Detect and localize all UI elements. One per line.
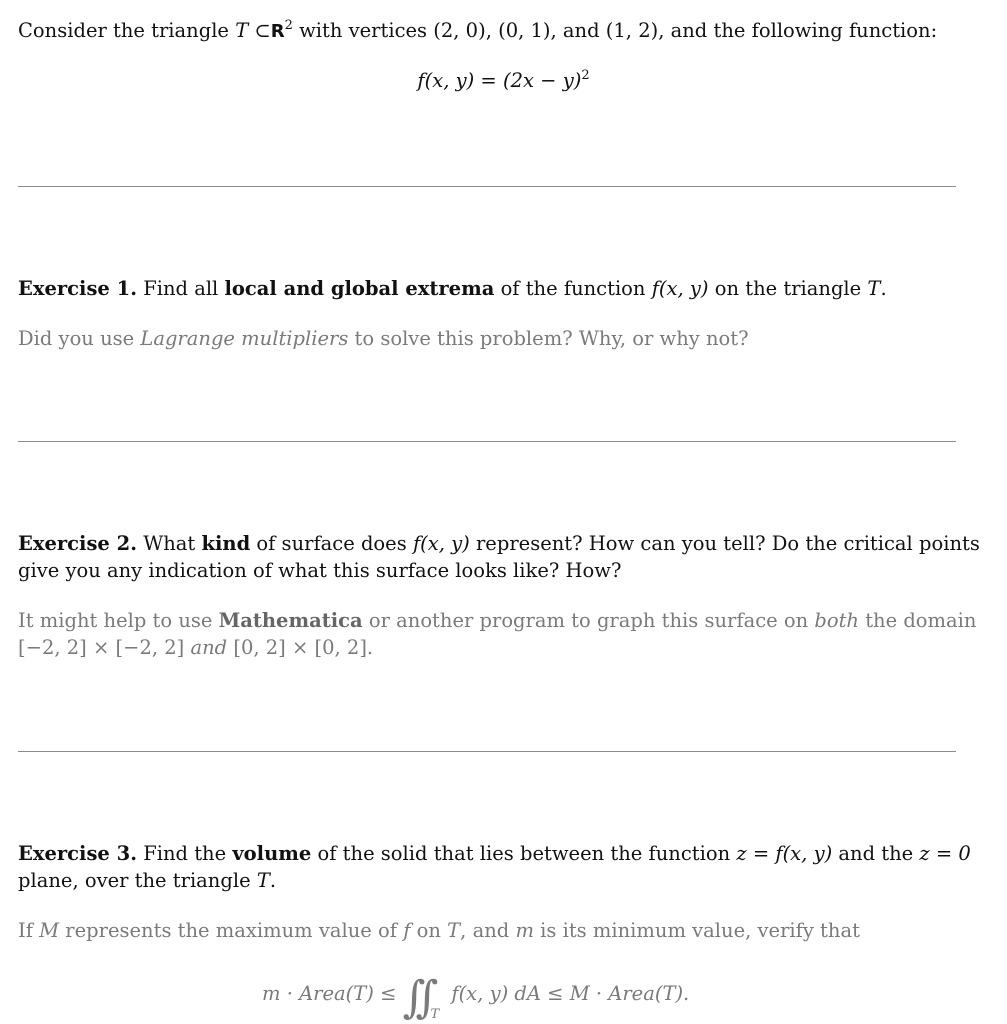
intro-real-exponent: 2 [284, 18, 293, 33]
exercise-3-text-1: Find the [143, 842, 227, 865]
exercise-2-text-1: What [143, 532, 196, 555]
intro-with-vertices: with vertices [299, 19, 428, 42]
exercise-3-inequality [262, 972, 689, 1023]
exercise-2-hint-line-2 [18, 636, 373, 659]
exercise-3-hint-e: is its minimum value, verify that [540, 919, 860, 942]
exercise-3-hint-c: on [416, 919, 441, 942]
exercise-2-hint-bold: Mathematica [218, 609, 363, 632]
exercise-2-domain-2: [0, 2] × [0, 2]. [233, 636, 374, 659]
exercise-1-text-1: Find all [143, 277, 219, 300]
exercise-3-hint-d: , and [460, 919, 510, 942]
exercise-1-function: f(x, y) [651, 277, 709, 300]
inequality-left: m · Area(T) ≤ [262, 982, 397, 1005]
exercise-3-hint-f: f [403, 919, 411, 942]
integral-symbol: ∫∫ [402, 972, 429, 1023]
intro-and: and [562, 19, 600, 42]
exercise-3-statement-line-1 [18, 842, 971, 865]
function-lhs: f(x, y) [417, 69, 475, 92]
exercise-2-hint-b: or another program to graph this surface on [368, 609, 809, 632]
inequality-right: f(x, y) dA ≤ M · Area(T). [451, 982, 690, 1005]
vertex-1: (2, 0), [433, 19, 492, 42]
exercise-2-domain-1: [−2, 2] × [−2, 2] [18, 636, 185, 659]
exercise-2-and: and [190, 636, 228, 659]
exercise-1-period: . [880, 277, 887, 300]
exercise-3-hint-b: represents the maximum value of [65, 919, 398, 942]
divider-3 [18, 751, 956, 752]
exercise-2-line-2: give you any indication of what this surface looks like? How? [18, 559, 622, 582]
exercise-3-statement-line-2 [18, 869, 276, 892]
exercise-3-period: . [269, 869, 277, 892]
intro-tail: and the following function: [670, 19, 938, 42]
exercise-3-z0: z = 0 [919, 842, 971, 865]
exercise-3-hint [18, 919, 860, 942]
exercise-1-hint-italic: Lagrange multipliers [140, 327, 349, 350]
exercise-2-function: f(x, y) [412, 532, 470, 555]
exercise-1-text-2: of the function [500, 277, 646, 300]
vertex-2: (0, 1), [498, 19, 557, 42]
divider-1 [18, 186, 956, 187]
divider-2 [18, 441, 956, 442]
function-rhs: (2x − y) [502, 69, 582, 92]
exercise-1-text-3: on the triangle [714, 277, 862, 300]
exercise-1-triangle: T [867, 277, 881, 300]
exercise-3-hint-a: If [18, 919, 33, 942]
exercise-3-label: Exercise 3. [18, 842, 137, 865]
exercise-3-hint-M: M [39, 919, 60, 942]
function-exponent: 2 [581, 68, 590, 83]
intro-triangle-symbol: T [235, 19, 249, 42]
exercise-2-hint-italic: both [814, 609, 859, 632]
exercise-2-text-3: represent? How can you tell? Do the critical points [475, 532, 980, 555]
intro-lead: Consider the triangle [18, 19, 229, 42]
exercise-3-hint-m: m [515, 919, 534, 942]
exercise-3-hint-T: T [447, 919, 461, 942]
exercise-2-hint-a: It might help to use [18, 609, 213, 632]
exercise-1-hint-b: to solve this problem? Why, or why not? [354, 327, 749, 350]
exercise-3-zf: z = f(x, y) [736, 842, 833, 865]
function-definition [0, 68, 1007, 92]
exercise-1-bold: local and global extrema [224, 277, 495, 300]
function-equals: = [480, 69, 497, 92]
exercise-3-text-3: and the [838, 842, 914, 865]
exercise-1-statement [18, 277, 887, 300]
exercise-2-statement-line-2 [18, 559, 621, 582]
intro-real-symbol: R [270, 21, 285, 42]
vertex-3: (1, 2), [605, 19, 665, 42]
exercise-3-bold: volume [232, 842, 312, 865]
exercise-1-label: Exercise 1. [18, 277, 137, 300]
exercise-2-text-2: of surface does [256, 532, 407, 555]
exercise-2-label: Exercise 2. [18, 532, 137, 555]
exercise-3-triangle: T [256, 869, 270, 892]
exercise-3-line-2: plane, over the triangle [18, 869, 251, 892]
exercise-2-bold: kind [201, 532, 251, 555]
intro-subset-symbol: ⊂ [254, 19, 271, 42]
exercise-2-statement-line-1 [18, 532, 980, 555]
integral-subscript: T [430, 1007, 440, 1022]
exercise-1-hint-a: Did you use [18, 327, 135, 350]
exercise-1-hint [18, 327, 749, 350]
exercise-2-hint-c: the domain [865, 609, 977, 632]
exercise-3-text-2: of the solid that lies between the function [317, 842, 731, 865]
exercise-2-hint-line-1 [18, 609, 976, 632]
intro-line [18, 18, 937, 42]
